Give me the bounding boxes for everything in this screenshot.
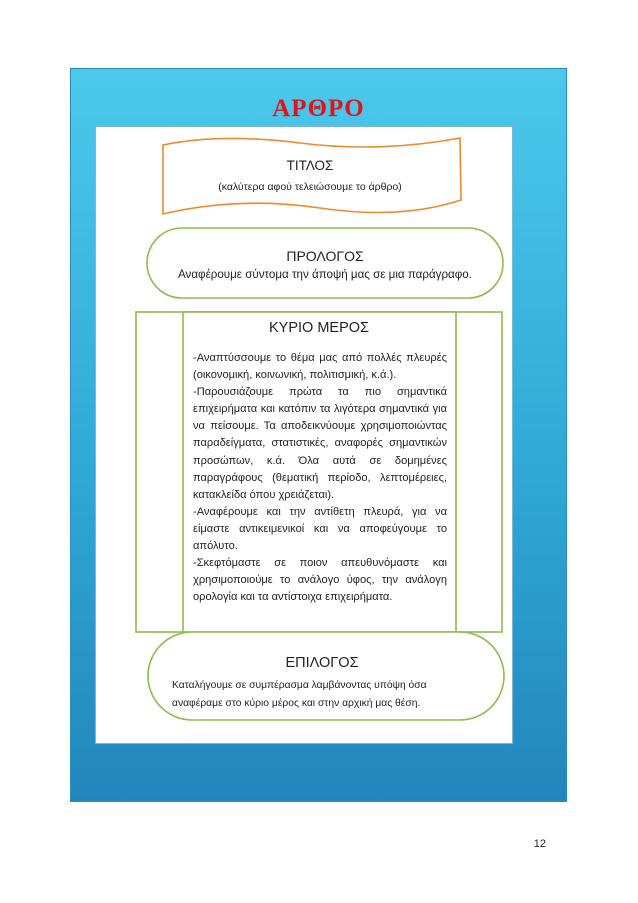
main-paragraph: -Αναπτύσσουμε το θέμα μας από πολλές πλευρές (οικονομική, κοινωνική, πολιτισμική, κ.ά.).	[193, 352, 447, 382]
main-body-text	[193, 350, 447, 606]
main-paragraph: -Παρουσιάζουμε πρώτα τα πιο σημαντικά επιχειρήματα και κατόπιν τα λιγότερα σημαντικά για να πείσουμε. Τα αποδεικνύουμε χρησιμοποιώντας παραδείγματα, στατιστικές, αναφορές σημαντικών προσώπων, κ.ά. Όλα αυτά σε δομημένες παραγράφους (θεματική περίοδο, λεπτομέρειες, κατακλείδα όπου χρειάζεται).	[193, 386, 447, 501]
title-scroll-shape	[163, 138, 461, 214]
title-note: (καλύτερα αφού τελειώσουμε το άρθρο)	[218, 181, 402, 193]
page-heading: ΑΡΘΡΟ	[272, 95, 365, 122]
prologue-heading: ΠΡΟΛΟΓΟΣ	[286, 248, 364, 264]
prologue-text: Αναφέρουμε σύντομα την άποψή μας σε μια παράγραφο.	[178, 268, 472, 281]
epilogue-line: αναφέραμε στο κύριο μέρος και στην αρχική μας θέση.	[172, 698, 421, 709]
epilogue-heading: ΕΠΙΛΟΓΟΣ	[285, 655, 359, 671]
main-paragraph: -Σκεφτόμαστε σε ποιον απευθυνόμαστε και χρησιμοποιούμε το ανάλογο ύφος, την ανάλογη ορολογία και τα αντίστοιχα επιχειρήματα.	[193, 557, 447, 604]
main-paragraph: -Αναφέρουμε και την αντίθετη πλευρά, για να είμαστε αντικειμενικοί και να αποφεύγουμε το απόλυτο.	[193, 505, 447, 553]
title-label: ΤΙΤΛΟΣ	[286, 158, 334, 173]
page-number: 12	[533, 838, 546, 850]
epilogue-line: Καταλήγουμε σε συμπέρασμα λαμβάνοντας υπόψη όσα	[172, 680, 427, 691]
main-body-heading: ΚΥΡΙΟ ΜΕΡΟΣ	[268, 320, 369, 336]
epilogue-text	[172, 677, 472, 713]
